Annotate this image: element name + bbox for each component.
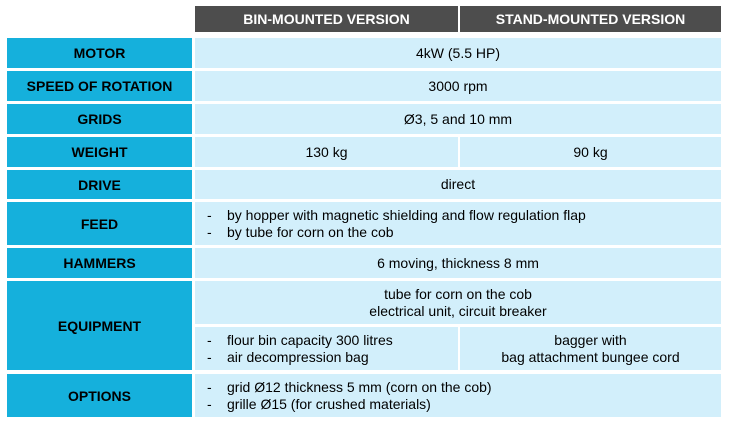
value-speed-of-rotation: 3000 rpm — [195, 71, 721, 101]
value-equipment-stand: bagger with bag attachment bungee cord — [460, 327, 721, 370]
value-motor: 4kW (5.5 HP) — [195, 38, 721, 68]
list-item: - air decompression bag — [207, 348, 369, 365]
value-weight-stand: 90 kg — [460, 137, 721, 167]
label-weight: WEIGHT — [7, 137, 192, 167]
label-drive: DRIVE — [7, 170, 192, 199]
value-drive: direct — [195, 170, 721, 199]
value-options — [195, 374, 721, 417]
label-grids: GRIDS — [7, 104, 192, 134]
label-hammers: HAMMERS — [7, 248, 192, 278]
label-options: OPTIONS — [7, 374, 192, 417]
label-equipment: EQUIPMENT — [7, 281, 192, 370]
list-item: - grid Ø12 thickness 5 mm (corn on the cob) — [207, 378, 492, 395]
label-motor: MOTOR — [7, 38, 192, 68]
value-feed — [195, 202, 721, 245]
value-weight-bin: 130 kg — [195, 137, 458, 167]
list-item: - grille Ø15 (for crushed materials) — [207, 395, 431, 412]
label-feed: FEED — [7, 202, 192, 245]
list-item: - by tube for corn on the cob — [207, 223, 394, 240]
label-speed-of-rotation: SPEED OF ROTATION — [7, 71, 192, 101]
header-bin-mounted: BIN-MOUNTED VERSION — [195, 6, 458, 32]
value-grids: Ø3, 5 and 10 mm — [195, 104, 721, 134]
value-equipment-common: tube for corn on the cob electrical unit, circuit breaker — [195, 281, 721, 324]
value-equipment-bin — [195, 327, 458, 370]
list-item: - by hopper with magnetic shielding and flow regulation flap — [207, 206, 586, 223]
header-stand-mounted: STAND-MOUNTED VERSION — [460, 6, 721, 32]
list-item: - flour bin capacity 300 litres — [207, 331, 393, 348]
value-hammers: 6 moving, thickness 8 mm — [195, 248, 721, 278]
